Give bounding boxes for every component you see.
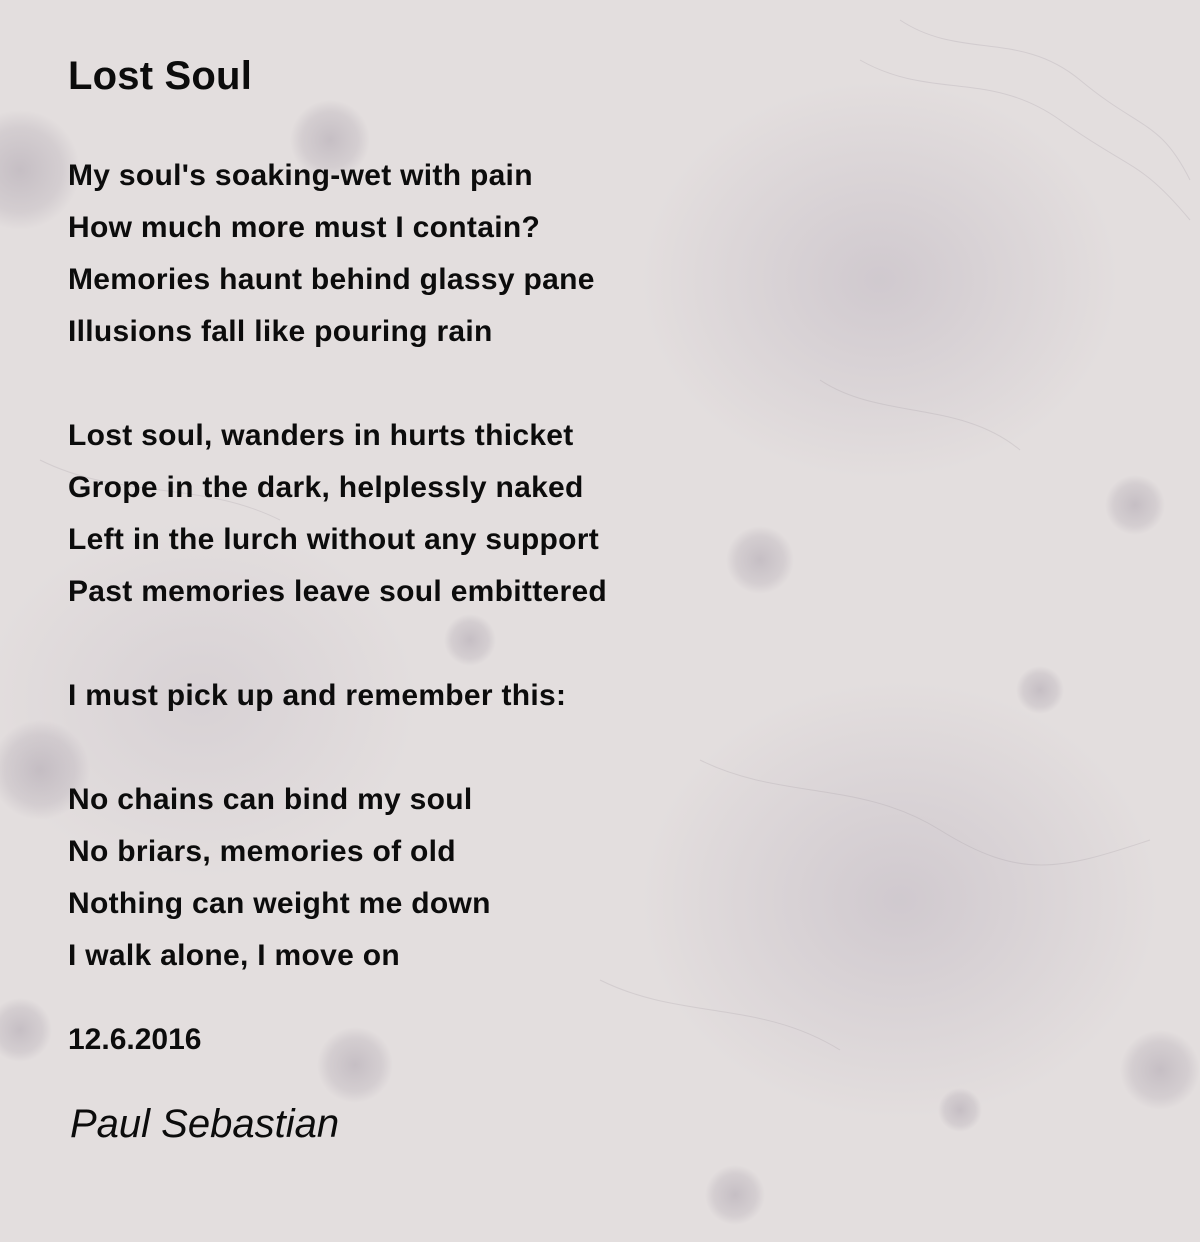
poem-author: Paul Sebastian <box>70 1102 340 1146</box>
poem-line: Illusions fall like pouring rain <box>68 315 493 348</box>
poem-line: How much more must I contain? <box>68 211 541 244</box>
stanza <box>68 670 1148 722</box>
poem-date: 12.6.2016 <box>68 1023 202 1056</box>
poem-line: Nothing can weight me down <box>68 887 491 920</box>
stanza <box>68 410 1148 618</box>
stanza <box>68 774 1148 982</box>
poem-body <box>68 150 1148 982</box>
poem-line: I walk alone, I move on <box>68 939 400 972</box>
poem-line: Past memories leave soul embittered <box>68 575 608 608</box>
poem-line: My soul's soaking-wet with pain <box>68 159 533 192</box>
poem-line: Left in the lurch without any support <box>68 523 600 556</box>
poem-line: Lost soul, wanders in hurts thicket <box>68 419 574 452</box>
poem-line: No briars, memories of old <box>68 835 456 868</box>
stanza <box>68 150 1148 358</box>
poem-line: I must pick up and remember this: <box>68 679 567 712</box>
poem-line: Memories haunt behind glassy pane <box>68 263 595 296</box>
poem-line: Grope in the dark, helplessly naked <box>68 471 584 504</box>
poem-title: Lost Soul <box>68 54 253 98</box>
poem-line: No chains can bind my soul <box>68 783 473 816</box>
poem-page <box>68 50 1148 1150</box>
